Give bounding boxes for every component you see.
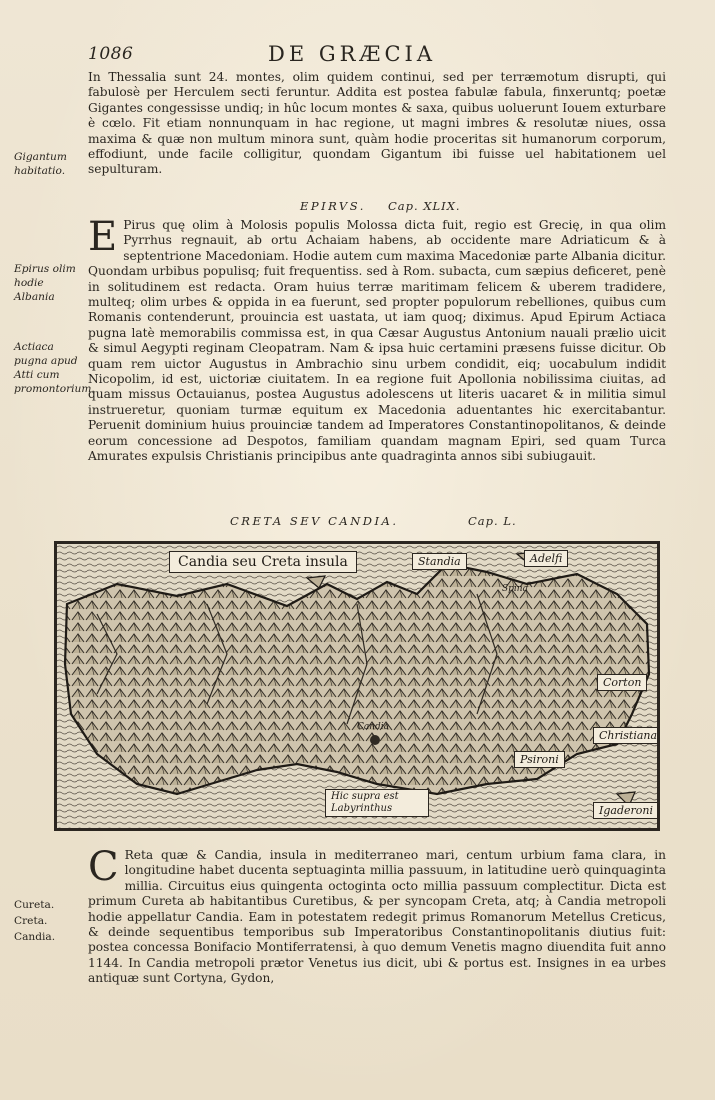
epirus-paragraph xyxy=(88,214,666,465)
running-title: DE GRÆCIA xyxy=(268,42,436,66)
map-label-christiana: Christiana xyxy=(593,727,660,744)
map-label-psironi: Psironi xyxy=(514,751,565,768)
map-label-candia-city: Candia xyxy=(357,722,390,732)
epirus-heading: EPIRVS. xyxy=(300,199,366,213)
crete-map-woodcut xyxy=(54,541,660,831)
margin-note-creta: Creta. xyxy=(14,915,48,927)
creta-initial: C xyxy=(88,844,119,890)
margin-note-candia: Candia. xyxy=(14,931,56,943)
epirus-initial: E xyxy=(88,214,118,260)
map-label-standia: Standia xyxy=(412,553,467,570)
map-label-labyrinthus: Hic supra est Labyrinthus xyxy=(325,789,429,817)
margin-note-epirus: Epirus olim hodie Albania xyxy=(14,263,76,303)
creta-paragraph xyxy=(88,844,666,987)
map-label-adelfi: Adelfi xyxy=(524,550,568,567)
candia-city-marker xyxy=(370,735,380,745)
epirus-chapter: Cap. XLIX. xyxy=(388,199,461,213)
margin-note-actiaca: Actiaca pugna apud Atti cum promontorium. xyxy=(14,341,95,395)
creta-text: Reta quæ & Candia, insula in mediterraneo mari, centum urbium fama clara, in longitudine habet ducenta septuaginta millia passuum, in latitudine uerò quinquaginta millia. Circuitus eius quingenta octoginta octo millia passuum complectitur. Dicta est primum Cureta ab habitantibus Curetibus, & per syncopam Creta, atq; à Candia metropoli hodie appellatur Candia. Eam in potestatem redegit primus Romanorum Metellus Creticus, & deinde sequentibus temporibus sub Imperatoribus Constantinopolitanis diutius fuit: postea concessa Bonifacio Montiferratensi, à quo demum Venetis magno diuendita fuit anno 1144. In Candia metropoli prætor Venetus ius dicit, ubi & portus est. Insignes in ea urbes antiquæ sunt Cortyna, Gydon, xyxy=(88,848,666,986)
thessalia-paragraph: In Thessalia sunt 24. montes, olim quidem continui, sed per terræmotum disrupti, qui fabulosè per Herculem secti feruntur. Addita est postea fabulæ fabula, finxeruntq; poetæ Gigantes congessisse undiq; in hûc locum montes & saxa, quibus uoluerunt Iouem exturbare è cœlo. Fit etiam nonnunquam in hac regione, ut magni imbres & resolutæ niues, ossa maxima & quæ non multum minora sunt, quàm hodie proceritas sit humanorum corporum, effodiunt, unde facile colligitur, quondam Gigantum ibi fuisse uel habitationem uel sepulturam. xyxy=(88,70,666,177)
crete-map-drawing xyxy=(57,544,657,828)
map-label-cortona: Corton xyxy=(597,674,647,691)
map-label-spina: Spina xyxy=(502,584,528,594)
margin-note-gigantum: Gigantum habitatio. xyxy=(14,151,67,177)
margin-note-cureta: Cureta. xyxy=(14,899,55,911)
map-title-cartouche: Candia seu Creta insula xyxy=(169,551,357,573)
map-label-gaderonisi: Igaderoni xyxy=(593,802,659,819)
creta-chapter: Cap. L. xyxy=(468,514,517,528)
epirus-text: Pirus quę olim à Molosis populis Molossa dicta fuit, regio est Grecię, in qua olim Pyrrhus regnauit, ab ortu Achaiam habens, ab occidente mare Adriaticum & à septentrione Macedoniam. Hodie autem cum maxima Macedoniæ parte Albania dicitur. Quondam urbibus populisq; fuit frequentiss. sed à Rom. subacta, cum sæpius deficeret, penè in solitudinem est redacta. Oram huius terræ maritimam felicem & uberem tradidere, multeq; olim urbes & oppida in ea fuerunt, sed propter populorum rebelliones, quibus cum Romanis contenderunt, prouincia est uastata, ut iam quoq; diximus. Apud Epirum Actiaca pugna latè memorabilis commissa est, in qua Cæsar Augustus Antonium nauali prælio uicit & simul Aegypti reginam Cleopatram. Nam & ipsa huic certamini præsens fuisse dicitur. Ob quam rem uictor Augustus in Ambrachio sinu urbem condidit, eiq; uocabulum indidit Nicopolim, id est, uictoriæ ciuitatem. In ea regione fuit Apollonia nobilissima ciuitas, ad quam missus Octauianus, postea Augustus adolescens ut literis uacaret & in militia simul instrueretur, quoniam turmæ equitum ex Macedonia aduentantes hic exercitabantur. Peruenit dominium huius prouinciæ tandem ad Imperatores Constantinopolitanos, & deinde eorum concessione ad Despotos, familiam quandam magnam Epiri, sed quam Turca Amurates expulsis Christianis principibus ante quadraginta annos sibi subiugauit. xyxy=(88,218,666,464)
creta-heading: CRETA SEV CANDIA. xyxy=(230,514,399,528)
page-number: 1086 xyxy=(88,44,134,64)
